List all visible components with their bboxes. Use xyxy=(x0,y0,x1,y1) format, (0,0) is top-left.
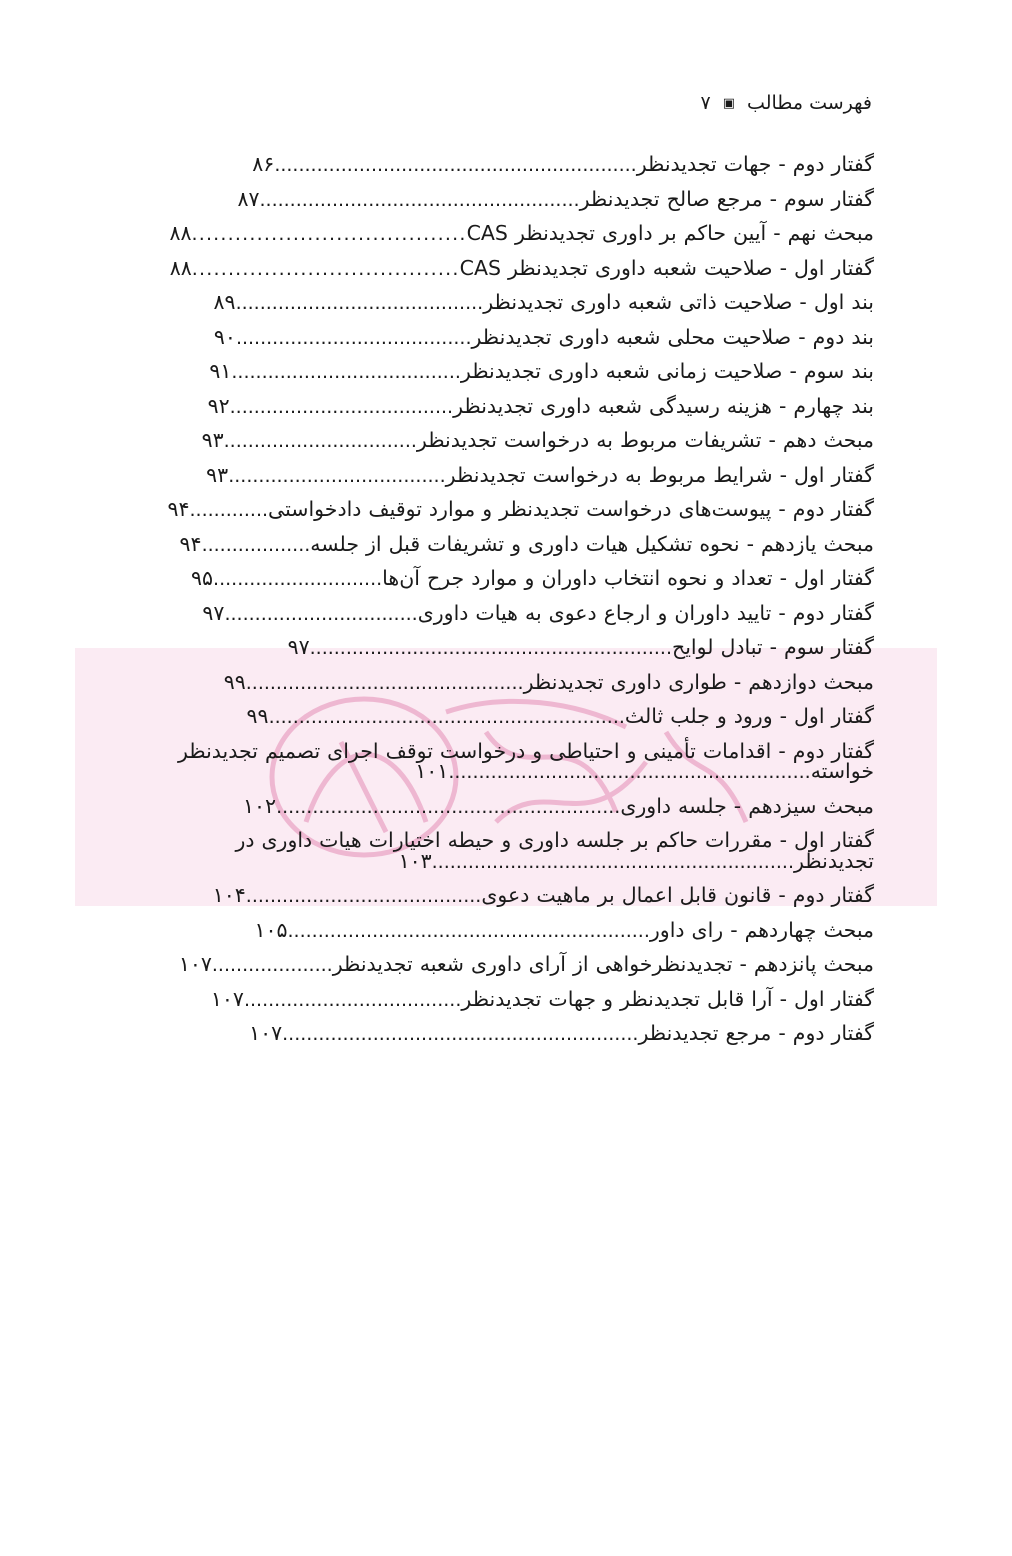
toc-entry[interactable] xyxy=(138,885,874,906)
toc-entry-page: ۱۰۳ xyxy=(398,848,432,873)
toc-entry[interactable] xyxy=(138,324,874,349)
toc-entry[interactable] xyxy=(138,255,874,280)
toc-leader-dots: .............................................. xyxy=(245,671,524,694)
toc-leader-dots: ........................................................... xyxy=(268,706,625,728)
toc-entry-page: ۱۰۱ xyxy=(415,759,449,783)
toc-entry-page: ۸۶ xyxy=(252,152,275,176)
toc-entry-page: ۹۱ xyxy=(209,359,232,383)
page-number: ۷ xyxy=(700,92,711,114)
toc-entry-title: مبحث دهم - تشریفات مربوط به درخواست تجدیدنظر xyxy=(416,428,874,452)
toc-entry-page: ۹۳ xyxy=(206,462,229,487)
toc-entry-title: گفتار اول - ورود و جلب ثالث xyxy=(624,704,874,728)
toc-entry-title: گفتار دوم - مرجع تجدیدنظر xyxy=(638,1021,874,1045)
toc-leader-dots: ................................ xyxy=(223,430,417,452)
toc-entry-page: ۱۰۷ xyxy=(210,986,244,1011)
toc-leader-dots: ........................................................... xyxy=(282,1023,639,1045)
toc-leader-dots: ......................................... xyxy=(235,292,484,314)
toc-entry-page: ۹۹ xyxy=(223,669,246,694)
toc-leader-dots: .................................... xyxy=(228,464,446,487)
toc-leader-dots: .................................... xyxy=(243,988,462,1011)
toc-leader-dots: ............. xyxy=(189,499,269,521)
toc-leader-dots: ..................................... xyxy=(229,395,454,418)
toc-entry-page: ۹۴ xyxy=(167,497,190,521)
toc-entry-title: مبحث یازدهم - نحوه تشکیل هیات داوری و تشریفات قبل از جلسه xyxy=(310,531,874,556)
toc-entry[interactable] xyxy=(138,986,874,1011)
toc-entry-title: گفتار سوم - تبادل لوایح xyxy=(671,635,874,659)
toc-entry-title: مبحث پانزدهم - تجدیدنظرخواهی از آرای داوری شعبه تجدیدنظر xyxy=(332,952,874,976)
toc-entry-title: گفتار سوم - مرجع صالح تجدیدنظر xyxy=(579,186,874,211)
toc-entry-title: گفتار اول - صلاحیت شعبه داوری تجدیدنظر CAS xyxy=(459,255,874,280)
toc-leader-dots: ............................................................ xyxy=(287,919,650,942)
toc-entry[interactable] xyxy=(138,361,874,382)
toc-leader-dots: .................. xyxy=(201,533,311,556)
toc-entry-page: ۹۴ xyxy=(179,531,202,556)
toc-entry-page: ۸۹ xyxy=(213,290,236,314)
toc-leader-dots: ......................................................... xyxy=(276,795,621,818)
toc-entry-title: گفتار دوم - قانون قابل اعمال بر ماهیت دعوی xyxy=(481,883,874,907)
toc-leader-dots: ............................ xyxy=(213,568,383,590)
toc-leader-dots: .................... xyxy=(211,954,333,976)
toc-entry-page: ۹۷ xyxy=(287,635,310,659)
toc-leader-dots: ...................................... xyxy=(191,223,467,245)
toc-entry-title: گفتار اول - تعداد و نحوه انتخاب داوران و موارد جرح آن‌ها xyxy=(382,566,874,590)
toc-entry-title: گفتار دوم - پیوست‌های درخواست تجدیدنظر و موارد توقیف دادخواستی xyxy=(268,497,874,521)
toc-entry[interactable] xyxy=(138,954,874,975)
toc-entry-page: ۱۰۷ xyxy=(249,1021,283,1045)
toc-entry-title: بند سوم - صلاحیت زمانی شعبه داوری تجدیدنظر xyxy=(460,359,874,383)
toc-entry-title: مبحث سیزدهم - جلسه داوری xyxy=(620,793,874,818)
page-header-title: فهرست مطالب xyxy=(747,92,872,114)
toc-leader-dots: ...................................... xyxy=(231,361,461,383)
toc-entry[interactable] xyxy=(138,531,874,556)
toc-leader-dots: ............................................................ xyxy=(431,850,794,873)
toc-entry-page: ۸۸ xyxy=(169,221,192,245)
toc-entry[interactable] xyxy=(138,223,874,244)
toc-entry[interactable] xyxy=(138,393,874,418)
toc-entry-title: گفتار اول - شرایط مربوط به درخواست تجدیدنظر xyxy=(445,462,874,487)
toc-entry-page: ۱۰۵ xyxy=(254,917,288,942)
toc-entry[interactable] xyxy=(138,462,874,487)
toc-leader-dots: ..................................... xyxy=(191,257,460,280)
toc-entry-title: مبحث نهم - آیین حاکم بر داوری تجدیدنظر CAS xyxy=(466,221,874,245)
toc-entry[interactable] xyxy=(138,793,874,818)
toc-entry-page: ۱۰۴ xyxy=(212,883,246,907)
toc-entry-page: ۹۵ xyxy=(191,566,214,590)
toc-entry-title: مبحث دوازدهم - طواری داوری تجدیدنظر xyxy=(523,669,874,694)
toc-entry[interactable] xyxy=(138,292,874,313)
square-bullet-icon: ▣ xyxy=(722,96,735,111)
page-header xyxy=(138,92,874,114)
toc-leader-dots: ....................................... xyxy=(235,326,472,349)
toc-leader-dots: ................................ xyxy=(224,602,418,625)
toc-leader-dots: ............................................................ xyxy=(309,637,672,659)
toc-entry-title: بند چهارم - هزینه رسیدگی شعبه داوری تجدیدنظر xyxy=(453,393,874,418)
toc-entry-page: ۹۷ xyxy=(202,600,225,625)
toc-entry-title: گفتار اول - آرا قابل تجدیدنظر و جهات تجدیدنظر xyxy=(461,986,874,1011)
toc-entry-title: گفتار دوم - تایید داوران و ارجاع دعوی به هیات داوری xyxy=(417,600,874,625)
toc-entry-page: ۸۸ xyxy=(169,255,192,280)
toc-entry[interactable] xyxy=(138,706,874,727)
toc-entry-page: ۱۰۲ xyxy=(243,793,277,818)
toc-entry-page: ۹۳ xyxy=(201,428,224,452)
toc-entry[interactable] xyxy=(138,830,874,872)
toc-entry-page: ۹۰ xyxy=(213,324,236,349)
toc-entry-title: مبحث چهاردهم - رای داور xyxy=(649,917,874,942)
toc-entry[interactable] xyxy=(138,1023,874,1044)
toc-entry-title: بند اول - صلاحیت ذاتی شعبه داوری تجدیدنظر xyxy=(483,290,874,314)
toc-entry-page: ۸۷ xyxy=(237,186,260,211)
toc-entry[interactable] xyxy=(138,600,874,625)
toc-leader-dots: ............................................................ xyxy=(274,154,637,176)
toc-entry-page: ۱۰۷ xyxy=(178,952,212,976)
table-of-contents xyxy=(138,154,874,1044)
toc-entry-title: گفتار اول - مقررات حاکم بر جلسه داوری و حیطه اختیارات هیات داوری در تجدیدنظر xyxy=(235,828,874,873)
toc-leader-dots: ....................................... xyxy=(245,885,482,907)
toc-entry-page: ۹۲ xyxy=(207,393,230,418)
toc-entry[interactable] xyxy=(138,669,874,694)
toc-entry[interactable] xyxy=(138,186,874,211)
toc-entry[interactable] xyxy=(138,738,874,783)
toc-entry[interactable] xyxy=(138,430,874,451)
toc-entry[interactable] xyxy=(138,154,874,175)
toc-leader-dots: ............................................................ xyxy=(448,761,811,783)
toc-entry-title: گفتار دوم - اقدامات تأمینی و احتیاطی و درخواست توقف اجرای تصمیم تجدیدنظر خواسته xyxy=(177,738,874,783)
toc-entry-title: بند دوم - صلاحیت محلی شعبه داوری تجدیدنظر xyxy=(471,324,874,349)
toc-entry[interactable] xyxy=(138,637,874,658)
toc-entry[interactable] xyxy=(138,568,874,589)
toc-entry[interactable] xyxy=(138,499,874,520)
toc-entry-page: ۹۹ xyxy=(246,704,269,728)
toc-leader-dots: ..................................................... xyxy=(259,188,580,211)
toc-entry-title: گفتار دوم - جهات تجدیدنظر xyxy=(636,152,874,176)
toc-entry[interactable] xyxy=(138,917,874,942)
